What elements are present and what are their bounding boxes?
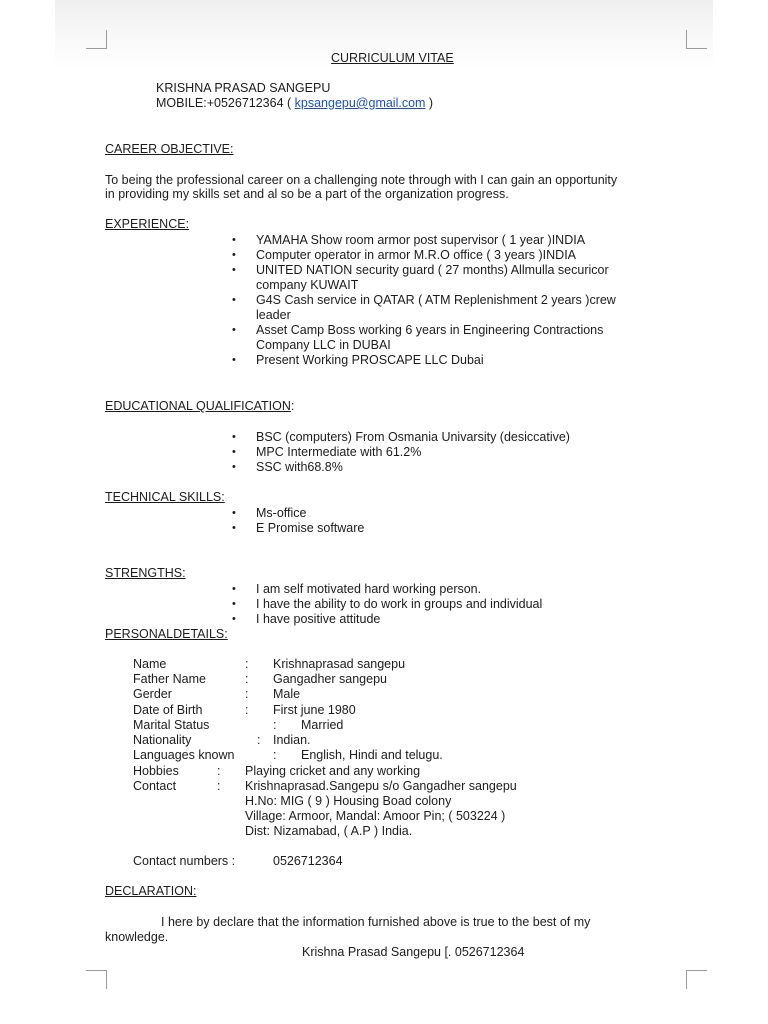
contact-numbers-value: 0526712364 xyxy=(273,854,343,868)
bullet: • xyxy=(232,264,236,276)
bullet: • xyxy=(232,234,236,246)
detail-value-marital-status: Married xyxy=(301,718,344,732)
detail-label-contact: Contact xyxy=(133,779,177,793)
detail-separator: : xyxy=(257,733,261,747)
candidate-name: KRISHNA PRASAD SANGEPU xyxy=(156,81,331,95)
detail-label-nationality: Nationality xyxy=(133,733,192,747)
email-link[interactable]: kpsangepu@gmail.com xyxy=(294,96,426,110)
detail-separator: : xyxy=(273,718,277,732)
personal-details-heading: PERSONALDETAILS: xyxy=(105,627,228,641)
detail-label-dob: Date of Birth xyxy=(133,703,203,717)
education-item: SSC with68.8% xyxy=(256,460,343,474)
experience-item: UNITED NATION security guard ( 27 months) Allmulla securicor xyxy=(256,263,609,277)
bullet: • xyxy=(232,507,236,519)
technical-skills-heading: TECHNICAL SKILLS: xyxy=(105,490,225,504)
experience-item: YAMAHA Show room armor post supervisor ( 1 year )INDIA xyxy=(256,233,586,247)
bullet: • xyxy=(232,446,236,458)
experience-item: Present Working PROSCAPE LLC Dubai xyxy=(256,353,484,367)
career-objective-line: To being the professional career on a challenging note through with I can gain an opportunity xyxy=(105,173,618,187)
experience-heading: EXPERIENCE: xyxy=(105,217,190,231)
education-heading-text: EDUCATIONAL QUALIFICATION xyxy=(105,399,291,413)
detail-label-hobbies: Hobbies xyxy=(133,764,179,778)
contact-address-line: Village: Armoor, Mandal: Amoor Pin; ( 503224 ) xyxy=(245,809,506,823)
skill-item: Ms-office xyxy=(256,506,307,520)
contact-numbers-label: Contact numbers : xyxy=(133,854,236,868)
detail-label-languages: Languages known xyxy=(133,748,235,762)
strengths-heading: STRENGTHS: xyxy=(105,566,186,580)
experience-item: G4S Cash service in QATAR ( ATM Replenishment 2 years )crew xyxy=(256,293,616,307)
detail-separator: : xyxy=(245,672,249,686)
contact-address-line: H.No: MIG ( 9 ) Housing Boad colony xyxy=(245,794,452,808)
education-item: BSC (computers) From Osmania Univarsity (desiccative) xyxy=(256,430,570,444)
education-heading-colon: : xyxy=(290,399,295,413)
detail-label-name: Name xyxy=(133,657,167,671)
detail-value-name: Krishnaprasad sangepu xyxy=(273,657,406,671)
experience-item-cont: leader xyxy=(256,308,291,322)
mobile-line xyxy=(156,96,433,111)
strength-item: I have positive attitude xyxy=(256,612,381,626)
detail-value-dob: First june 1980 xyxy=(273,703,356,717)
education-heading xyxy=(105,399,294,414)
document-title: CURRICULUM VITAE xyxy=(331,51,454,65)
detail-label-marital-status: Marital Status xyxy=(133,718,210,732)
detail-value-hobbies: Playing cricket and any working xyxy=(245,764,421,778)
detail-value-father-name: Gangadher sangepu xyxy=(273,672,387,686)
strength-item: I have the ability to do work in groups and individual xyxy=(256,597,543,611)
crop-mark-top-left xyxy=(86,30,107,49)
detail-separator: : xyxy=(217,764,221,778)
bullet: • xyxy=(232,354,236,366)
bullet: • xyxy=(232,598,236,610)
detail-separator: : xyxy=(245,657,249,671)
detail-value-languages: English, Hindi and telugu. xyxy=(301,748,443,762)
crop-mark-top-right xyxy=(686,30,707,49)
experience-item-cont: Company LLC in DUBAI xyxy=(256,338,391,352)
signature-line: Krishna Prasad Sangepu [. 0526712364 xyxy=(302,945,525,959)
skill-item: E Promise software xyxy=(256,521,365,535)
detail-value-nationality: Indian. xyxy=(273,733,311,747)
bullet: • xyxy=(232,613,236,625)
experience-item: Asset Camp Boss working 6 years in Engineering Contractions xyxy=(256,323,604,337)
crop-mark-bottom-right xyxy=(686,970,707,989)
crop-mark-bottom-left xyxy=(86,970,107,989)
career-objective-line: in providing my skills set and al so be a part of the organization progress. xyxy=(105,187,509,201)
mobile-close: ) xyxy=(425,96,434,110)
bullet: • xyxy=(232,324,236,336)
bullet: • xyxy=(232,522,236,534)
education-item: MPC Intermediate with 61.2% xyxy=(256,445,422,459)
declaration-line: knowledge. xyxy=(105,930,169,944)
detail-separator: : xyxy=(245,703,249,717)
bullet: • xyxy=(232,583,236,595)
detail-separator: : xyxy=(245,687,249,701)
detail-label-gender: Gerder xyxy=(133,687,172,701)
bullet: • xyxy=(232,249,236,261)
experience-item: Computer operator in armor M.R.O office ( 3 years )INDIA xyxy=(256,248,577,262)
contact-address-line: Krishnaprasad.Sangepu s/o Gangadher sangepu xyxy=(245,779,517,793)
strength-item: I am self motivated hard working person. xyxy=(256,582,482,596)
experience-item-cont: company KUWAIT xyxy=(256,278,359,292)
career-objective-heading: CAREER OBJECTIVE: xyxy=(105,142,234,156)
declaration-heading: DECLARATION: xyxy=(105,884,197,898)
detail-label-father-name: Father Name xyxy=(133,672,206,686)
detail-separator: : xyxy=(217,779,221,793)
bullet: • xyxy=(232,461,236,473)
detail-separator: : xyxy=(273,748,277,762)
declaration-line: I here by declare that the information furnished above is true to the best of my xyxy=(161,915,591,929)
contact-address-line: Dist: Nizamabad, ( A.P ) India. xyxy=(245,824,413,838)
bullet: • xyxy=(232,431,236,443)
bullet: • xyxy=(232,294,236,306)
mobile-text: MOBILE:+0526712364 ( xyxy=(156,96,295,110)
detail-value-gender: Male xyxy=(273,687,301,701)
